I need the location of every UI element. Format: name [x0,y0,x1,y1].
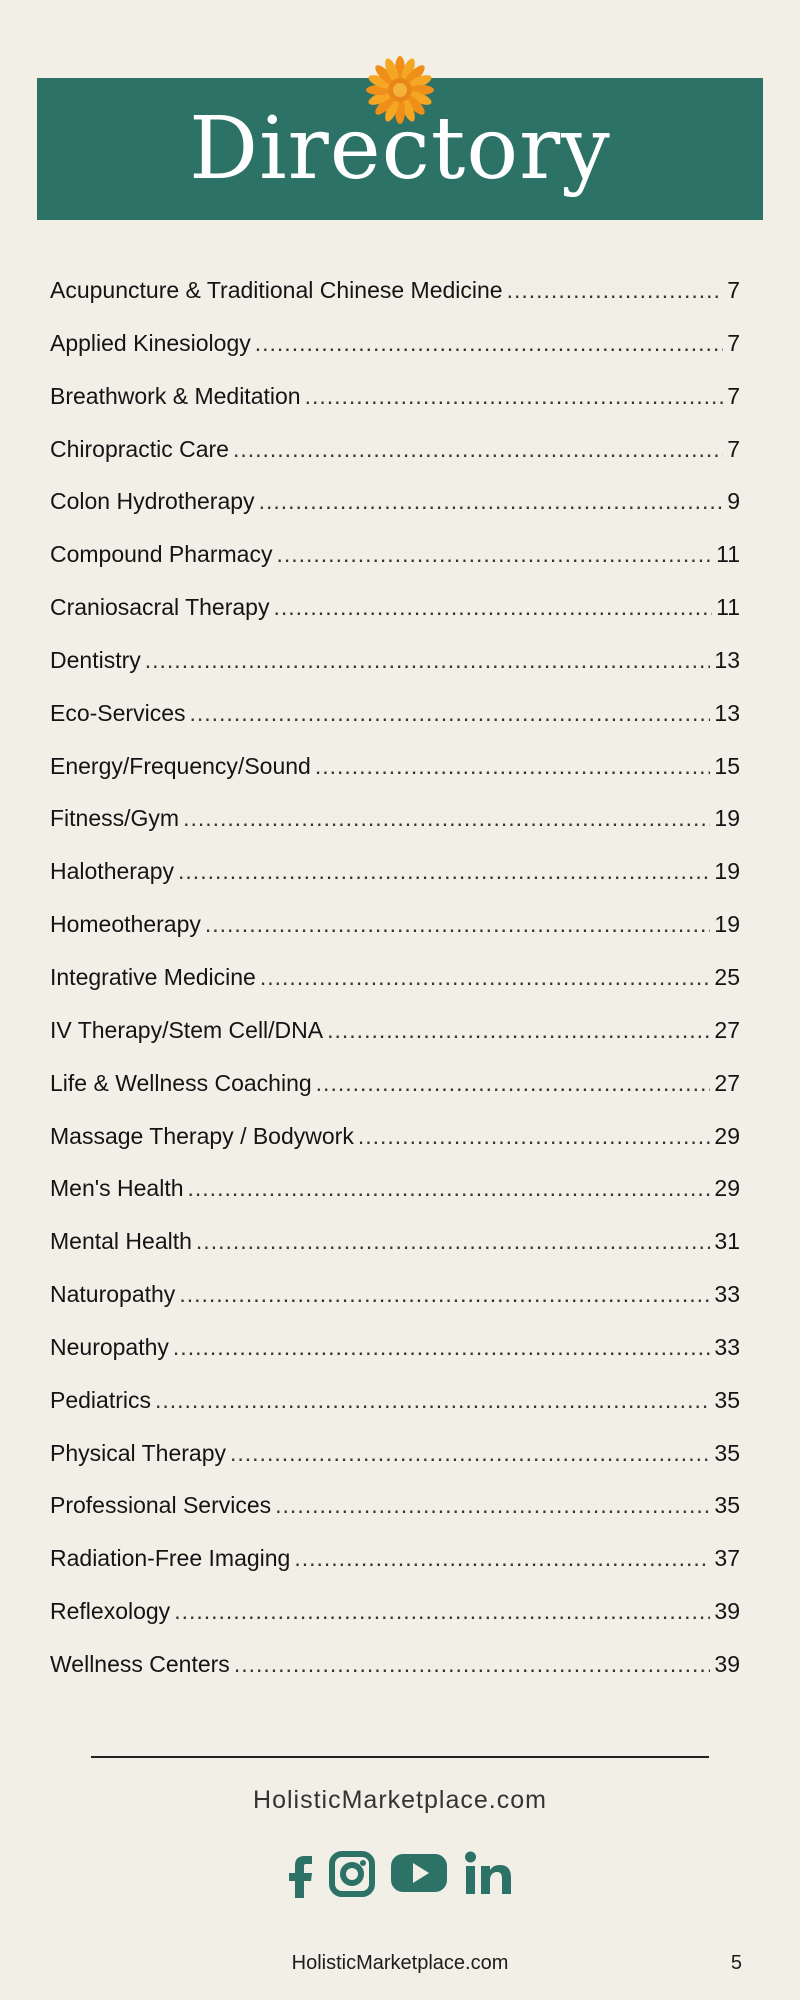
toc-entry[interactable] [50,1327,740,1380]
toc-entry[interactable] [50,587,740,640]
dot-leader [205,904,711,944]
toc-entry-page: 7 [727,435,740,462]
toc-entry[interactable] [50,1485,740,1538]
toc-entry-label: Chiropractic Care [50,435,229,462]
dot-leader [316,1063,711,1103]
toc-entry-label: Dentistry [50,646,141,673]
toc-entry-page: 11 [716,594,740,621]
page-title: Directory [189,99,611,199]
toc-entry-page: 9 [727,488,740,515]
dot-leader [259,481,724,521]
toc-entry[interactable] [50,1380,740,1433]
toc-entry[interactable] [50,323,740,376]
toc-entry-label: Breathwork & Meditation [50,382,301,409]
toc-entry-page: 29 [714,1175,740,1202]
toc-entry-page: 33 [714,1333,740,1360]
toc-entry-label: Massage Therapy / Bodywork [50,1122,354,1149]
dot-leader [183,798,710,838]
toc-entry-page: 35 [714,1386,740,1413]
linkedin-icon[interactable] [463,1848,515,1898]
toc-entry-label: Halotherapy [50,858,175,885]
divider [91,1756,709,1758]
dot-leader [315,746,711,786]
toc-entry[interactable] [50,1433,740,1486]
facebook-icon[interactable] [285,1848,315,1898]
dot-leader [327,1010,710,1050]
toc-entry-label: Neuropathy [50,1333,169,1360]
toc-entry[interactable] [50,1274,740,1327]
toc-entry-label: Integrative Medicine [50,963,256,990]
toc-entry-page: 19 [714,858,740,885]
toc-entry-label: Mental Health [50,1228,192,1255]
toc-entry-page: 27 [714,1016,740,1043]
toc-entry-label: Homeotherapy [50,911,201,938]
youtube-icon[interactable] [389,1848,449,1898]
dot-leader [179,1274,710,1314]
toc-entry-label: Eco-Services [50,699,186,726]
toc-entry[interactable] [50,640,740,693]
dot-leader [507,270,724,310]
toc-entry-label: IV Therapy/Stem Cell/DNA [50,1016,324,1043]
toc-entry-label: Radiation-Free Imaging [50,1545,291,1572]
website-link[interactable]: HolisticMarketplace.com [253,1786,547,1814]
dot-leader [174,1591,710,1631]
toc-entry[interactable] [50,1221,740,1274]
dot-leader [188,1168,711,1208]
toc-entry-label: Fitness/Gym [50,805,180,832]
toc-entry[interactable] [50,851,740,904]
toc-entry[interactable] [50,1063,740,1116]
toc-entry[interactable] [50,1644,740,1697]
toc-entry-label: Wellness Centers [50,1650,230,1677]
toc-entry-page: 31 [714,1228,740,1255]
dot-leader [255,323,723,363]
toc-entry[interactable] [50,904,740,957]
toc-entry-label: Compound Pharmacy [50,541,273,568]
dot-leader [260,957,711,997]
toc-entry-page: 7 [727,382,740,409]
toc-entry-label: Men's Health [50,1175,184,1202]
toc-entry-label: Professional Services [50,1492,272,1519]
dot-leader [233,429,723,469]
page-number: 5 [730,1952,742,1974]
dot-leader [294,1538,710,1578]
toc-entry-label: Reflexology [50,1598,171,1625]
dot-leader [234,1644,711,1684]
toc-entry[interactable] [50,376,740,429]
toc-entry-page: 15 [714,752,740,779]
directory-list [50,270,740,1697]
toc-entry-label: Applied Kinesiology [50,329,251,356]
dot-leader [178,851,710,891]
dot-leader [189,693,710,733]
toc-entry-page: 13 [714,699,740,726]
toc-entry-label: Energy/Frequency/Sound [50,752,311,779]
instagram-icon[interactable] [329,1848,375,1898]
dot-leader [196,1221,710,1261]
toc-entry-page: 19 [714,805,740,832]
dot-leader [276,534,712,574]
toc-entry[interactable] [50,1168,740,1221]
toc-entry[interactable] [50,1538,740,1591]
toc-entry-page: 39 [714,1598,740,1625]
toc-entry[interactable] [50,270,740,323]
toc-entry[interactable] [50,693,740,746]
toc-entry-page: 27 [714,1069,740,1096]
toc-entry-label: Life & Wellness Coaching [50,1069,312,1096]
toc-entry-page: 35 [714,1492,740,1519]
toc-entry[interactable] [50,429,740,482]
toc-entry[interactable] [50,481,740,534]
dot-leader [273,587,712,627]
toc-entry-label: Pediatrics [50,1386,151,1413]
toc-entry-page: 29 [714,1122,740,1149]
dot-leader [305,376,724,416]
toc-entry-page: 39 [714,1650,740,1677]
toc-entry-label: Naturopathy [50,1281,176,1308]
toc-entry-label: Acupuncture & Traditional Chinese Medicine [50,277,503,303]
dot-leader [358,1116,711,1156]
toc-entry-page: 7 [727,277,740,303]
toc-entry[interactable] [50,746,740,799]
toc-entry-page: 7 [727,329,740,356]
toc-entry[interactable] [50,798,740,851]
toc-entry[interactable] [50,1010,740,1063]
toc-entry-page: 19 [714,911,740,938]
dot-leader [173,1327,710,1367]
toc-entry[interactable] [50,534,740,587]
dot-leader [275,1485,710,1525]
toc-entry-page: 35 [714,1439,740,1466]
toc-entry-label: Craniosacral Therapy [50,594,270,621]
toc-entry-page: 33 [714,1281,740,1308]
dot-leader [155,1380,710,1420]
dot-leader [230,1433,710,1473]
footer-url[interactable]: HolisticMarketplace.com [291,1952,509,1974]
social-links [0,1848,800,1898]
toc-entry[interactable] [50,957,740,1010]
toc-entry-page: 11 [716,541,740,568]
toc-entry[interactable] [50,1116,740,1169]
dot-leader [145,640,711,680]
toc-entry-page: 37 [714,1545,740,1572]
toc-entry-page: 13 [714,646,740,673]
toc-entry-page: 25 [714,963,740,990]
toc-entry[interactable] [50,1591,740,1644]
toc-entry-label: Colon Hydrotherapy [50,488,255,515]
toc-entry-label: Physical Therapy [50,1439,226,1466]
